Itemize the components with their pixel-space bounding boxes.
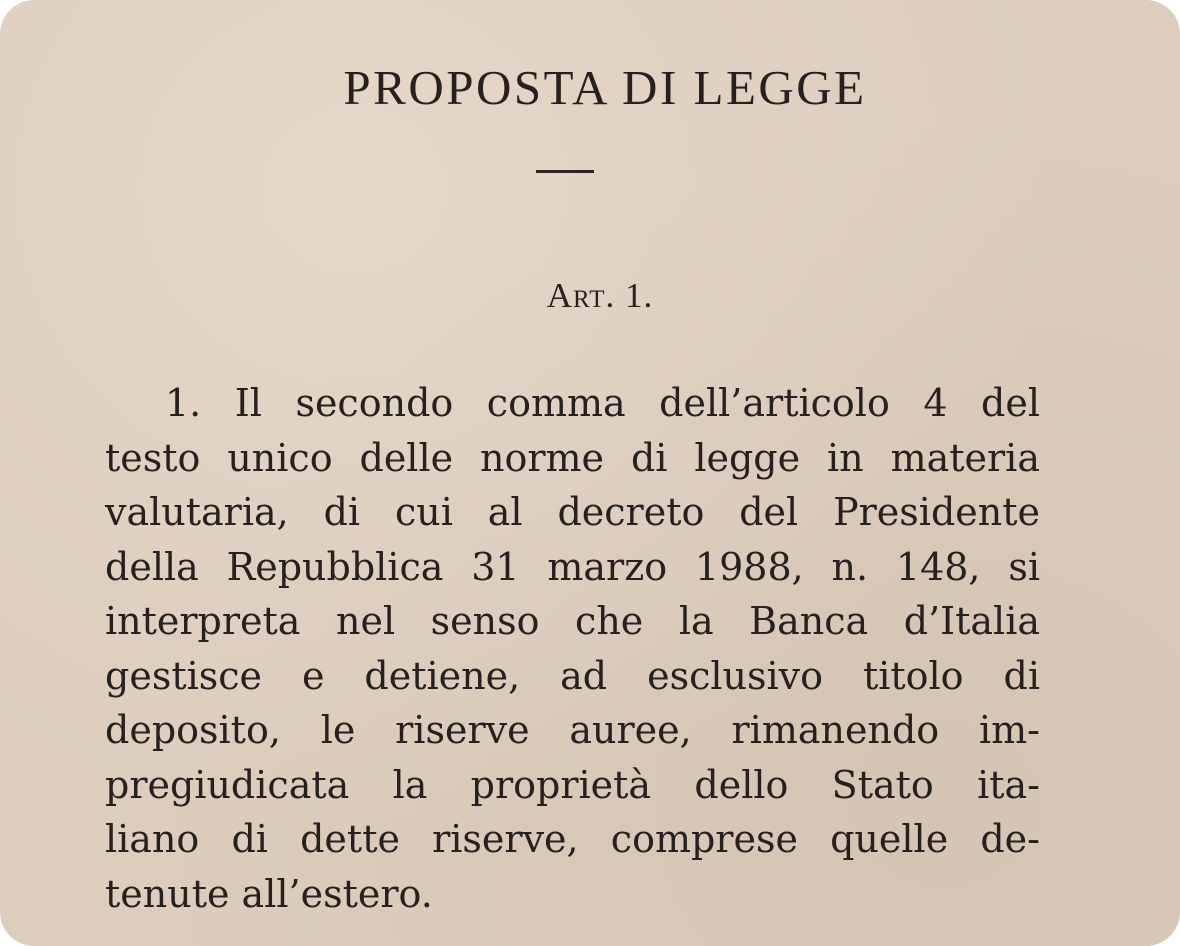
- paragraph-line: della Repubblica 31 marzo 1988, n. 148, si: [105, 544, 1040, 589]
- paragraph-line: deposito, le riserve auree, rimanendo im-: [105, 708, 1040, 752]
- paragraph-line: pregiudicata la proprietà dello Stato ita-: [105, 762, 1040, 807]
- paragraph-line: liano di dette riserve, comprese quelle de-: [105, 817, 1040, 861]
- paragraph-line: interpreta nel senso che la Banca d’Italia: [105, 599, 1040, 643]
- paragraph-line: gestisce e detiene, ad esclusivo titolo di: [105, 653, 1040, 698]
- article-paragraph: [105, 376, 1040, 921]
- paragraph-line: testo unico delle norme di legge in materia: [105, 435, 1040, 480]
- paragraph-line: valutaria, di cui al decreto del Presidente: [105, 490, 1040, 534]
- title-divider: [536, 170, 594, 173]
- paragraph-line: 1. Il secondo comma dell’articolo 4 del: [165, 381, 1040, 425]
- paragraph-line: tenute all’estero.: [105, 871, 433, 916]
- document-title: PROPOSTA DI LEGGE: [343, 60, 867, 115]
- article-heading: Art. 1.: [546, 276, 654, 315]
